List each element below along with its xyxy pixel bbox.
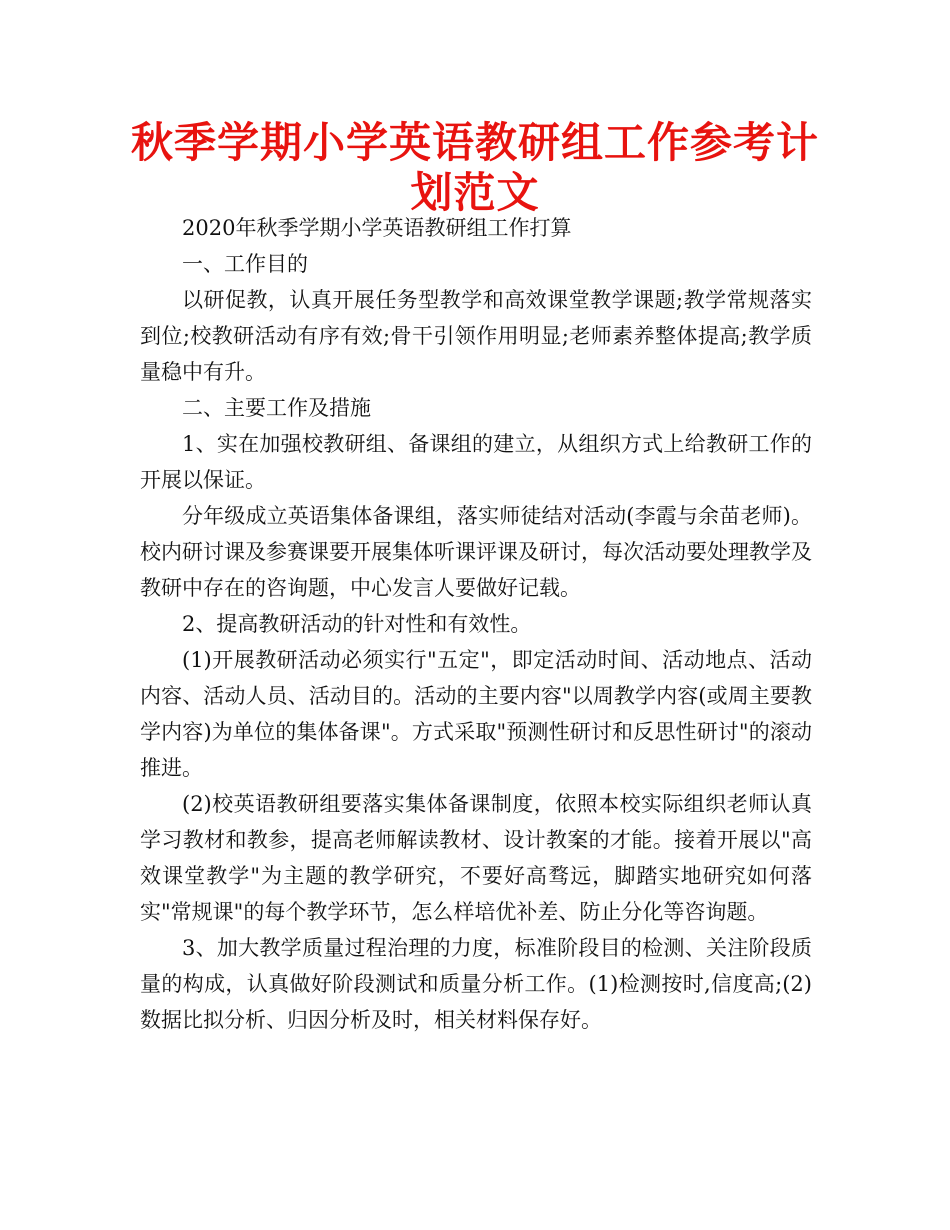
- paragraph: (2)校英语教研组要落实集体备课制度，依照本校实际组织老师认真学习教材和教参，提高老师解读教材、设计教案的才能。接着开展以"高效课堂教学"为主题的教学研究，不要好高骛远，脚踏实地研究如何落实"常规课"的每个教学环节，怎么样培优补差、防止分化等咨询题。: [140, 792, 812, 924]
- paragraph: 2、提高教研活动的针对性和有效性。: [182, 612, 532, 636]
- section-heading: 二、主要工作及措施: [182, 396, 371, 420]
- paragraph: 以研促教，认真开展任务型教学和高效课堂教学课题;教学常规落实到位;校教研活动有序有效;骨干引领作用明显;老师素养整体提高;教学质量稳中有升。: [140, 288, 812, 384]
- paragraph: 分年级成立英语集体备课组，落实师徒结对活动(李霞与余苗老师)。校内研讨课及参赛课要开展集体听课评课及研讨，每次活动要处理教学及教研中存在的咨询题，中心发言人要做好记载。: [140, 504, 812, 600]
- paragraph: 2020年秋季学期小学英语教研组工作打算: [182, 216, 572, 240]
- section-heading: 一、工作目的: [182, 252, 308, 276]
- document-body: [140, 210, 812, 1038]
- paragraph: 1、实在加强校教研组、备课组的建立，从组织方式上给教研工作的开展以保证。: [140, 432, 812, 492]
- paragraph: 3、加大教学质量过程治理的力度，标准阶段目的检测、关注阶段质量的构成，认真做好阶段测试和质量分析工作。(1)检测按时,信度高;(2)数据比拟分析、归因分析及时，相关材料保存好。: [140, 936, 812, 1032]
- document-title: 秋季学期小学英语教研组工作参考计划范文: [130, 118, 819, 217]
- paragraph: (1)开展教研活动必须实行"五定"，即定活动时间、活动地点、活动内容、活动人员、活动目的。活动的主要内容"以周教学内容(或周主要教学内容)为单位的集体备课"。方式采取"预测性研讨和反思性研讨"的滚动推进。: [140, 648, 812, 780]
